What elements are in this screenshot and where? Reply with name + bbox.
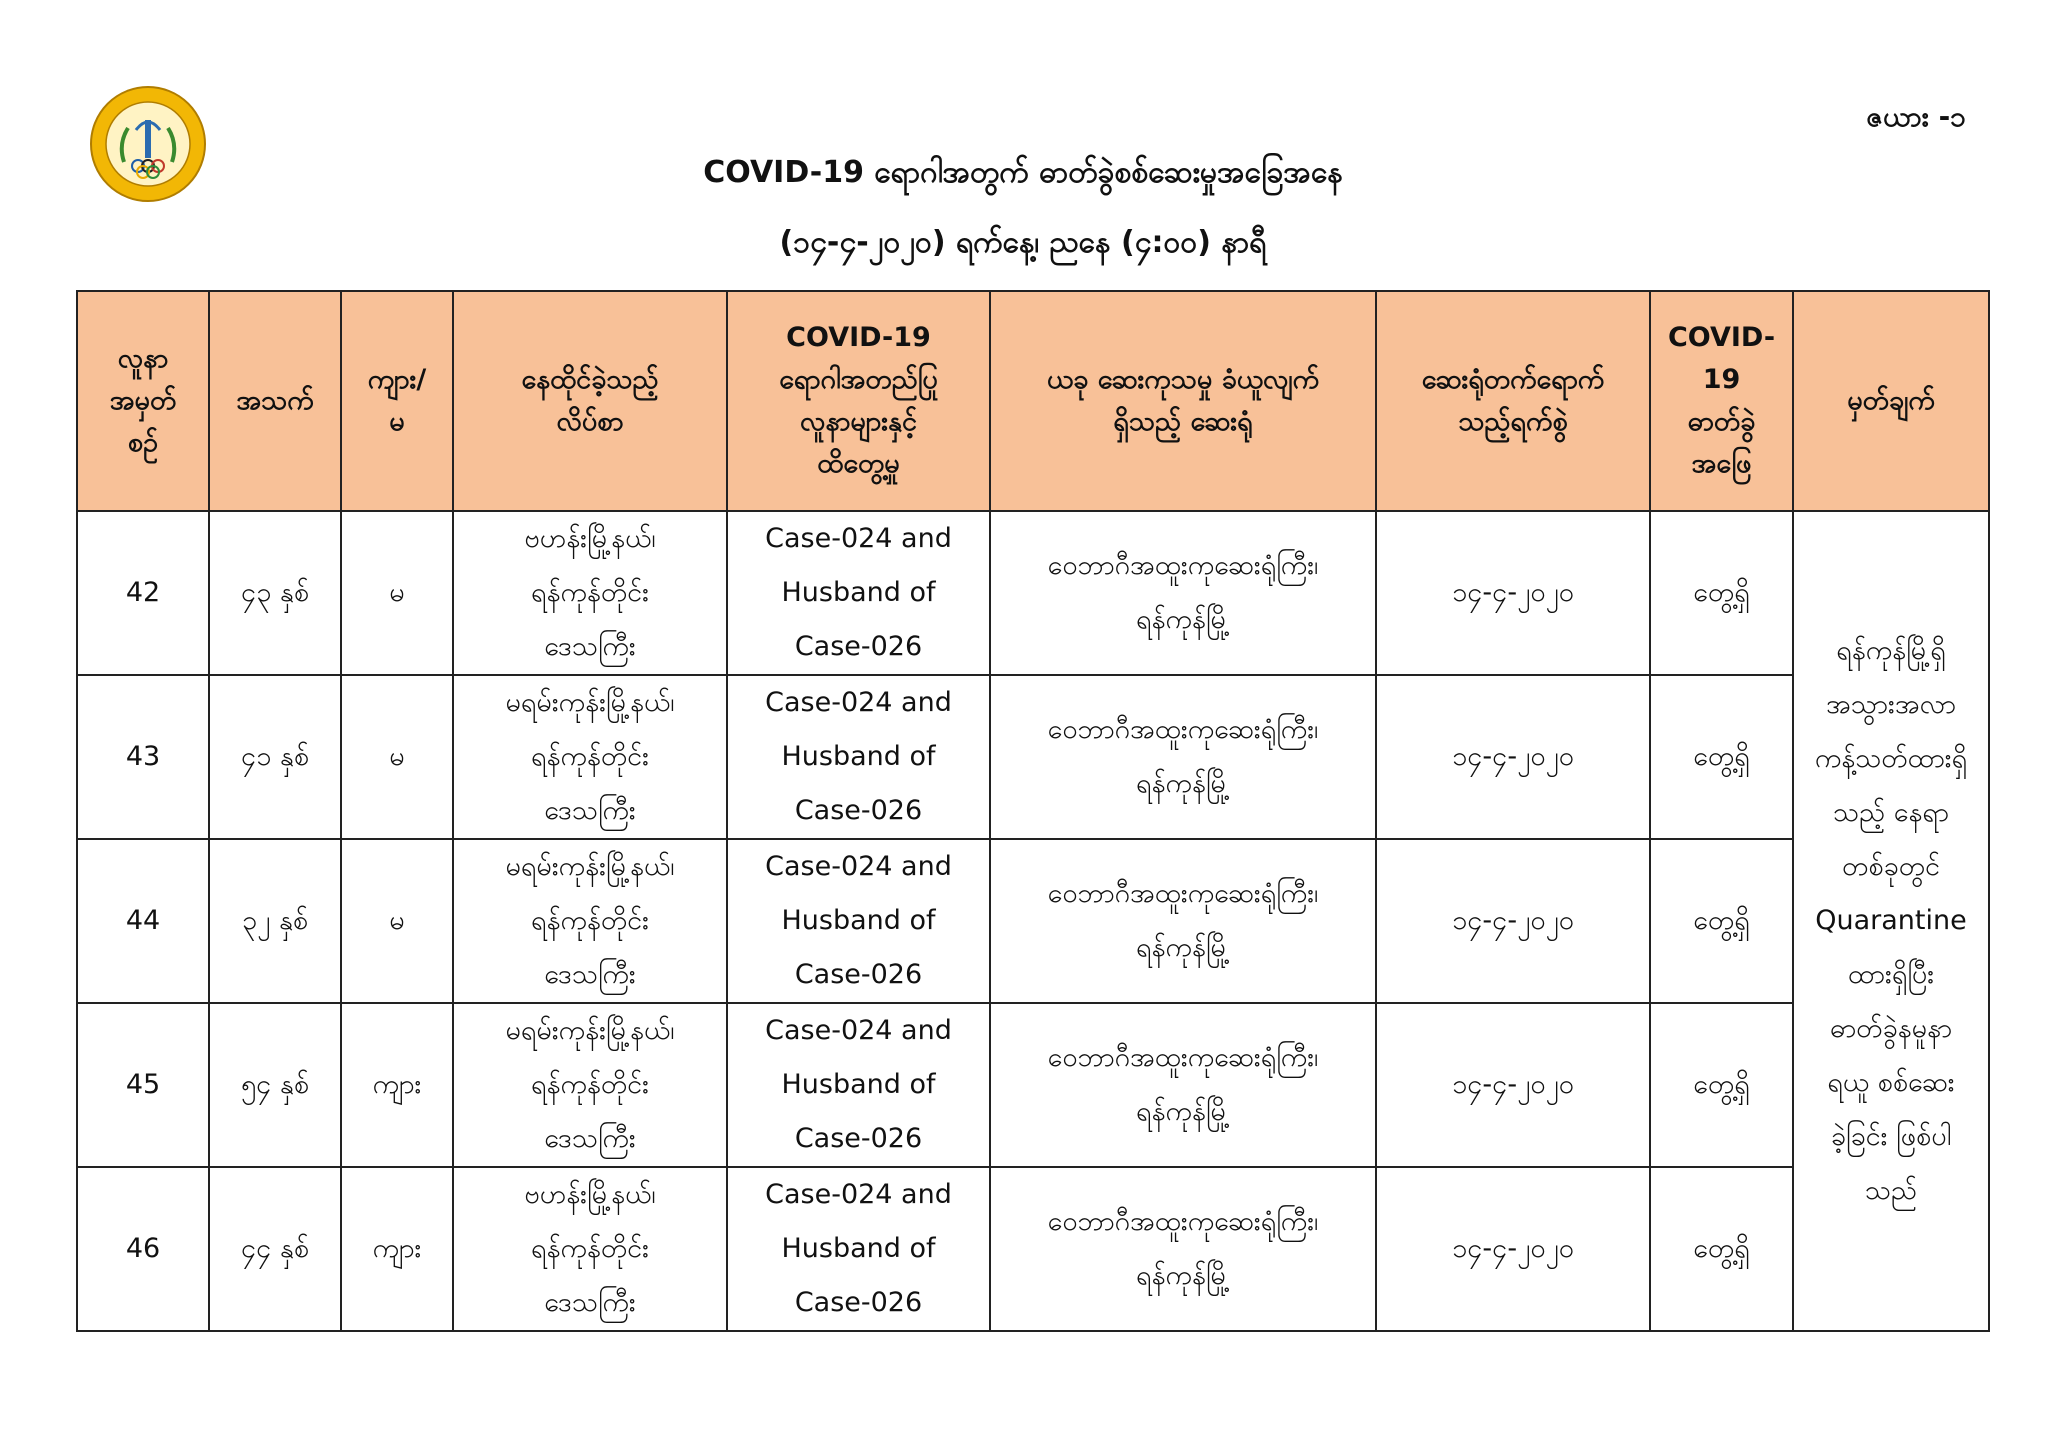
col-header-address: နေထိုင်ခဲ့သည့် လိပ်စာ	[453, 291, 727, 511]
covid-case-table	[76, 290, 1990, 1332]
cell-sex: ကျား	[341, 1003, 453, 1167]
cell-contact: Case-024 and Husband of Case-026	[727, 839, 990, 1003]
col-header-remark: မှတ်ချက်	[1793, 291, 1989, 511]
cell-test-result: တွေ့ရှိ	[1650, 839, 1793, 1003]
cell-case-no: 43	[77, 675, 209, 839]
table-row	[77, 675, 1989, 839]
cell-case-no: 42	[77, 511, 209, 675]
cell-admission-date: ၁၄-၄-၂၀၂၀	[1376, 1167, 1650, 1331]
cell-admission-date: ၁၄-၄-၂၀၂၀	[1376, 1003, 1650, 1167]
cell-address: မရမ်းကုန်းမြို့နယ်၊ ရန်ကုန်တိုင်း ဒေသကြီး	[453, 675, 727, 839]
cell-case-no: 45	[77, 1003, 209, 1167]
cell-hospital: ဝေဘာဂီအထူးကုဆေးရုံကြီး၊ ရန်ကုန်မြို့	[990, 675, 1376, 839]
cell-contact: Case-024 and Husband of Case-026	[727, 1003, 990, 1167]
table-row	[77, 839, 1989, 1003]
page-title: COVID-19 ရောဂါအတွက် ဓာတ်ခွဲစစ်ဆေးမှုအခြေအနေ	[703, 155, 1343, 190]
col-header-sex: ကျား/ မ	[341, 291, 453, 511]
cell-age: ၄၃ နှစ်	[209, 511, 341, 675]
cell-test-result: တွေ့ရှိ	[1650, 675, 1793, 839]
cell-age: ၄၁ နှစ်	[209, 675, 341, 839]
page-subtitle: (၁၄-၄-၂၀၂၀) ရက်နေ့၊ ညနေ (၄:၀၀) နာရီ	[779, 225, 1267, 260]
cell-admission-date: ၁၄-၄-၂၀၂၀	[1376, 675, 1650, 839]
col-header-admission-date: ဆေးရုံတက်ရောက် သည့်ရက်စွဲ	[1376, 291, 1650, 511]
col-header-hospital: ယခု ဆေးကုသမှု ခံယူလျက် ရှိသည့် ဆေးရုံ	[990, 291, 1376, 511]
cell-contact: Case-024 and Husband of Case-026	[727, 675, 990, 839]
cell-address: မရမ်းကုန်းမြို့နယ်၊ ရန်ကုန်တိုင်း ဒေသကြီး	[453, 1003, 727, 1167]
cell-test-result: တွေ့ရှိ	[1650, 1167, 1793, 1331]
cell-remark: ရန်ကုန်မြို့ရှိ အသွားအလာ ကန့်သတ်ထားရှိ သည့် နေရာ တစ်ခုတွင် Quarantine ထားရှိပြီး ဓာတ်ခွဲနမူနာ ရယူ စစ်ဆေး ခဲ့ခြင်း ဖြစ်ပါ သည်	[1793, 511, 1989, 1331]
cell-hospital: ဝေဘာဂီအထူးကုဆေးရုံကြီး၊ ရန်ကုန်မြို့	[990, 839, 1376, 1003]
cell-address: ဗဟန်းမြို့နယ်၊ ရန်ကုန်တိုင်း ဒေသကြီး	[453, 1167, 727, 1331]
cell-address: မရမ်းကုန်းမြို့နယ်၊ ရန်ကုန်တိုင်း ဒေသကြီး	[453, 839, 727, 1003]
cell-sex: မ	[341, 511, 453, 675]
cell-age: ၅၄ နှစ်	[209, 1003, 341, 1167]
table-row	[77, 1167, 1989, 1331]
cell-contact: Case-024 and Husband of Case-026	[727, 511, 990, 675]
col-header-case-no: လူနာ အမှတ် စဉ်	[77, 291, 209, 511]
annex-label: ဇယား -၁	[1866, 100, 1966, 133]
cell-admission-date: ၁၄-၄-၂၀၂၀	[1376, 839, 1650, 1003]
cell-case-no: 46	[77, 1167, 209, 1331]
cell-age: ၃၂ နှစ်	[209, 839, 341, 1003]
cell-hospital: ဝေဘာဂီအထူးကုဆေးရုံကြီး၊ ရန်ကုန်မြို့	[990, 1167, 1376, 1331]
col-header-age: အသက်	[209, 291, 341, 511]
col-header-test-result: COVID- 19 ဓာတ်ခွဲ အဖြေ	[1650, 291, 1793, 511]
cell-age: ၄၄ နှစ်	[209, 1167, 341, 1331]
cell-hospital: ဝေဘာဂီအထူးကုဆေးရုံကြီး၊ ရန်ကုန်မြို့	[990, 1003, 1376, 1167]
cell-address: ဗဟန်းမြို့နယ်၊ ရန်ကုန်တိုင်း ဒေသကြီး	[453, 511, 727, 675]
cell-hospital: ဝေဘာဂီအထူးကုဆေးရုံကြီး၊ ရန်ကုန်မြို့	[990, 511, 1376, 675]
cell-test-result: တွေ့ရှိ	[1650, 1003, 1793, 1167]
cell-sex: ကျား	[341, 1167, 453, 1331]
table-row	[77, 511, 1989, 675]
cell-test-result: တွေ့ရှိ	[1650, 511, 1793, 675]
col-header-contact: COVID-19 ရောဂါအတည်ပြု လူနာများနှင့် ထိတွေ့မှု	[727, 291, 990, 511]
table-header-row	[77, 291, 1989, 511]
cell-admission-date: ၁၄-၄-၂၀၂၀	[1376, 511, 1650, 675]
table-row	[77, 1003, 1989, 1167]
cell-sex: မ	[341, 839, 453, 1003]
cell-case-no: 44	[77, 839, 209, 1003]
cell-sex: မ	[341, 675, 453, 839]
cell-contact: Case-024 and Husband of Case-026	[727, 1167, 990, 1331]
